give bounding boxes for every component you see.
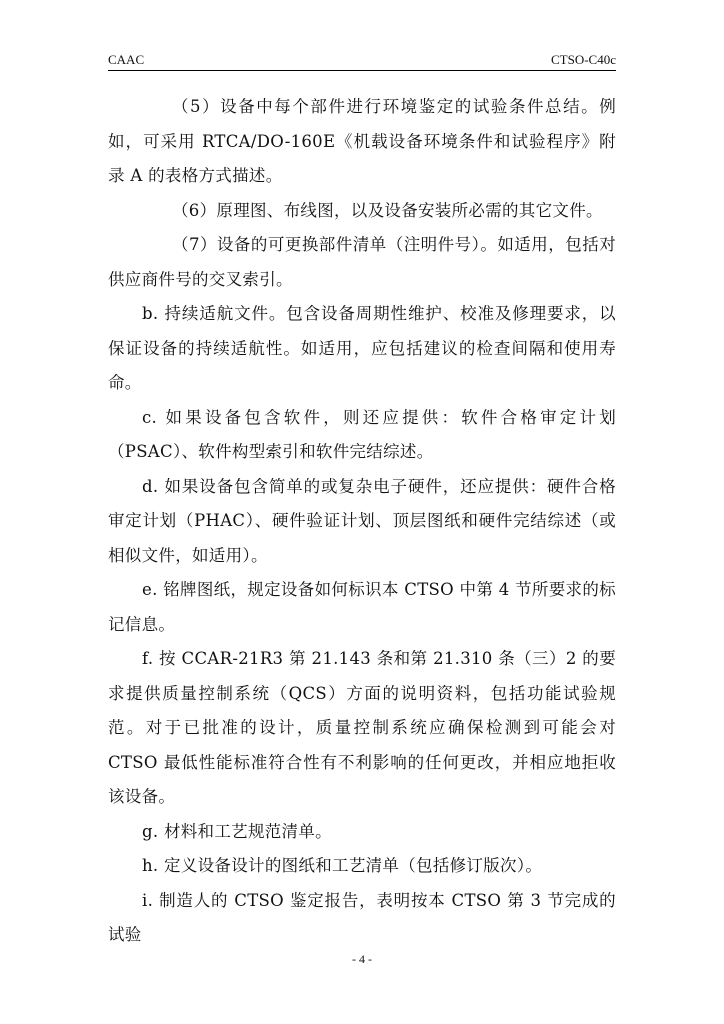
paragraph-f: f. 按 CCAR-21R3 第 21.143 条和第 21.310 条（三）2 的要求提供质量控制系统（QCS）方面的说明资料，包括功能试验规范。对于已批准的设计，质量控制系统应确保检测到可能会对 CTSO 最低性能标准符合性有不利影响的任何更改，并相应地拒收该设备。	[108, 649, 616, 806]
document-body	[108, 90, 616, 953]
paragraph-d: d. 如果设备包含简单的或复杂电子硬件，还应提供：硬件合格审定计划（PHAC）、硬件验证计划、顶层图纸和硬件完结综述（或相似文件，如适用）。	[108, 476, 616, 565]
paragraph-c: c. 如果设备包含软件，则还应提供：软件合格审定计划（PSAC）、软件构型索引和软件完结综述。	[108, 407, 616, 461]
paragraph-i: i. 制造人的 CTSO 鉴定报告，表明按本 CTSO 第 3 节完成的试验	[108, 890, 616, 944]
paragraph-b: b. 持续适航文件。包含设备周期性维护、校准及修理要求，以保证设备的持续适航性。如适用，应包括建议的检查间隔和使用寿命。	[108, 304, 616, 392]
paragraph-item-7: （7）设备的可更换部件清单（注明件号）。如适用，包括对供应商件号的交叉索引。	[108, 235, 616, 289]
page-number: - 4 -	[352, 952, 372, 966]
page-header	[108, 50, 616, 71]
paragraph-item-6: （6）原理图、布线图，以及设备安装所必需的其它文件。	[172, 200, 603, 220]
paragraph-g: g. 材料和工艺规范清单。	[142, 821, 332, 841]
header-right-text: CTSO-C40c	[551, 52, 616, 67]
header-left-text: CAAC	[108, 52, 145, 67]
paragraph-e: e. 铭牌图纸，规定设备如何标识本 CTSO 中第 4 节所要求的标记信息。	[108, 580, 616, 634]
paragraph-h: h. 定义设备设计的图纸和工艺清单（包括修订版次）。	[142, 856, 543, 875]
paragraph-item-5: （5）设备中每个部件进行环境鉴定的试验条件总结。例如，可采用 RTCA/DO-160E《机载设备环境条件和试验程序》附录 A 的表格方式描述。	[108, 97, 616, 185]
